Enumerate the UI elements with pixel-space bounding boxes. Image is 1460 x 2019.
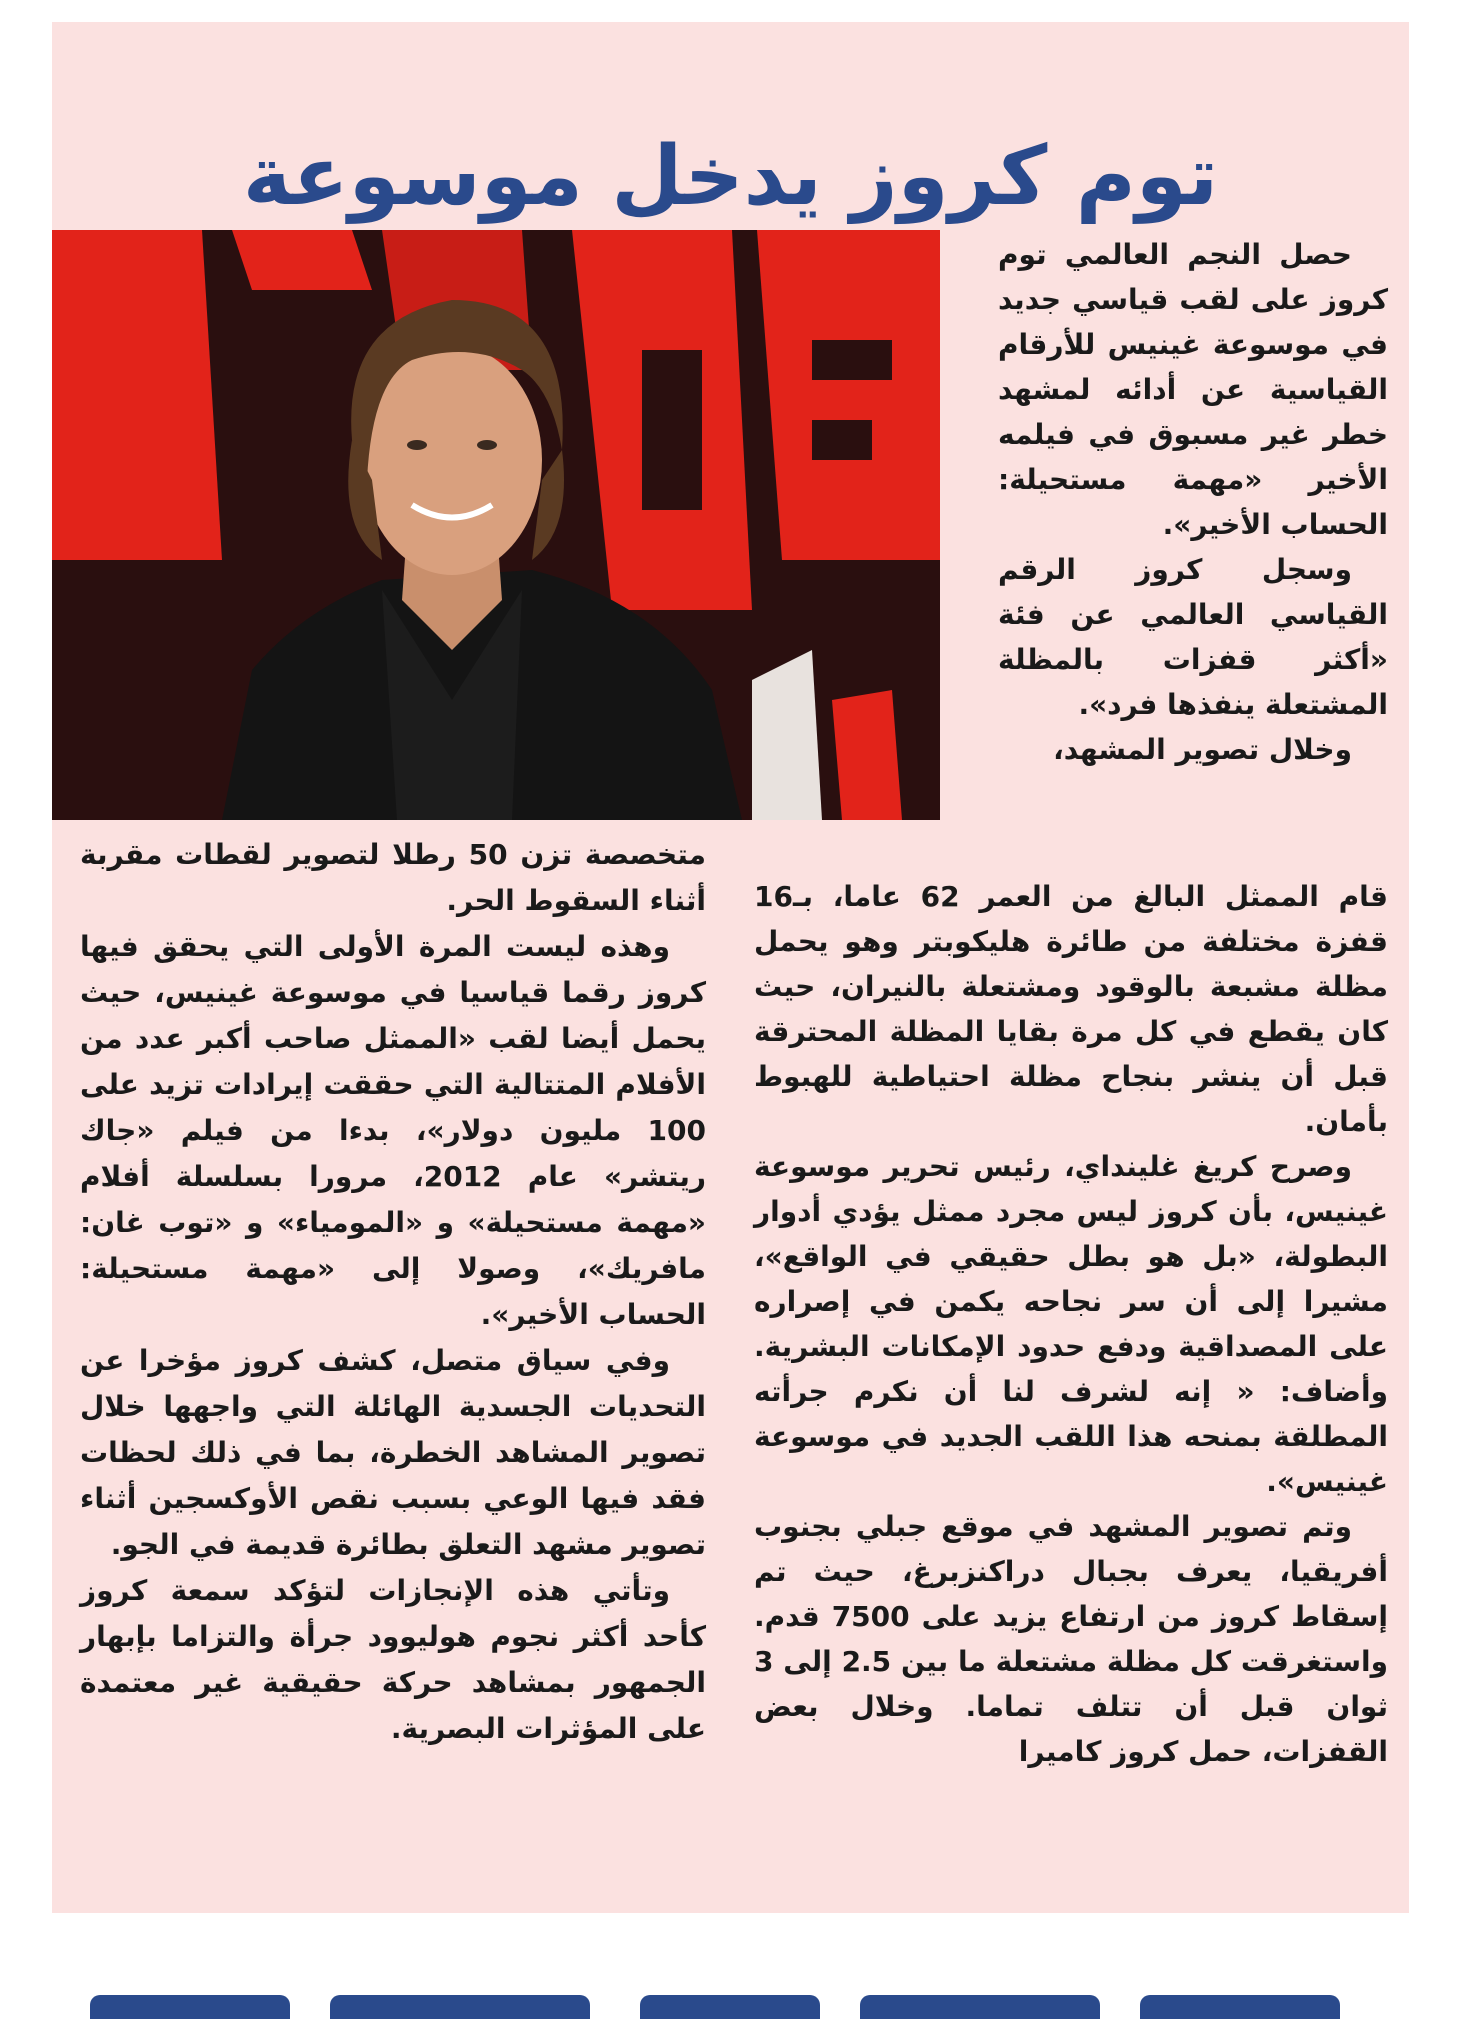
paragraph: وهذه ليست المرة الأولى التي يحقق فيها كروز رقما قياسيا في موسوعة غينيس، حيث يحمل أيضا لقب «الممثل صاحب أكبر عدد من الأفلام المتتالية التي حققت إيرادات تزيد على 100 مليون دولار»، بدءا من فيلم «جاك ريتشر» عام 2012، مرورا بسلسلة أفلام «مهمة مستحيلة» و «المومياء» و «توب غان: مافريك»، وصولا إلى «مهمة مستحيلة: الحساب الأخير». <box>80 930 707 1331</box>
paragraph: وتأتي هذه الإنجازات لتؤكد سمعة كروز كأحد أكثر نجوم هوليوود جرأة والتزاما بإبهار الجمهور بمشاهد حركة حقيقية غير معتمدة على المؤثرات البصرية. <box>80 1574 706 1745</box>
next-article-headline-cropped <box>0 1965 1460 2019</box>
paragraph: وصرح كريغ غلينداي، رئيس تحرير موسوعة غينيس، بأن كروز ليس مجرد ممثل يؤدي أدوار البطولة، «بل هو بطل حقيقي في الواقع»، مشيرا إلى أن سر نجاحه يكمن في إصراره على المصداقية ودفع حدود الإمكانات البشرية. وأضاف: « إنه لشرف لنا أن نكرم جرأته المطلقة بمنحه هذا اللقب الجديد في موسوعة غينيس». <box>754 1150 1388 1498</box>
column-left <box>80 832 706 1752</box>
article-headline: توم كروز يدخل موسوعة <box>242 128 1219 224</box>
column-right-bottom <box>754 874 1388 1774</box>
article-photo <box>52 230 940 820</box>
paragraph: متخصصة تزن 50 رطلا لتصوير لقطات مقربة أثناء السقوط الحر. <box>80 838 706 917</box>
cropped-glyph <box>90 1995 290 2019</box>
cropped-glyph <box>860 1995 1100 2019</box>
paragraph: قام الممثل البالغ من العمر 62 عاما، بـ16 قفزة مختلفة من طائرة هليكوبتر وهو يحمل مظلة مشبعة بالوقود ومشتعلة بالنيران، حيث كان يقطع في كل مرة بقايا المظلة المحترقة قبل أن ينشر بنجاح مظلة احتياطية للهبوط بأمان. <box>754 880 1388 1138</box>
cropped-glyph <box>330 1995 590 2019</box>
paragraph: وتم تصوير المشهد في موقع جبلي بجنوب أفريقيا، يعرف بجبال دراكنزبرغ، حيث تم إسقاط كروز من ارتفاع يزيد على 7500 قدم. واستغرقت كل مظلة مشتعلة ما بين 2.5 إلى 3 ثوان قبل أن تتلف تماما. وخلال بعض القفزات، حمل كروز كاميرا <box>754 1510 1388 1768</box>
cropped-glyph <box>1140 1995 1340 2019</box>
cropped-glyph <box>640 1995 820 2019</box>
column-right-top <box>998 232 1388 772</box>
tom-cruise-photo-icon <box>52 230 940 820</box>
paragraph: حصل النجم العالمي توم كروز على لقب قياسي جديد في موسوعة غينيس للأرقام القياسية عن أدائه لمشهد خطر غير مسبوق في فيلمه الأخير «مهمة مستحيلة: الحساب الأخير». <box>998 238 1388 541</box>
paragraph: وسجل كروز الرقم القياسي العالمي عن فئة «أكثر قفزات بالمظلة المشتعلة ينفذها فرد». <box>998 553 1388 721</box>
paragraph: وفي سياق متصل، كشف كروز مؤخرا عن التحديات الجسدية الهائلة التي واجهها خلال تصوير المشاهد الخطرة، بما في ذلك لحظات فقد فيها الوعي بسبب نقص الأوكسجين أثناء تصوير مشهد التعلق بطائرة قديمة في الجو. <box>80 1344 706 1561</box>
article-panel <box>52 22 1409 1913</box>
paragraph: وخلال تصوير المشهد، <box>1053 733 1352 766</box>
